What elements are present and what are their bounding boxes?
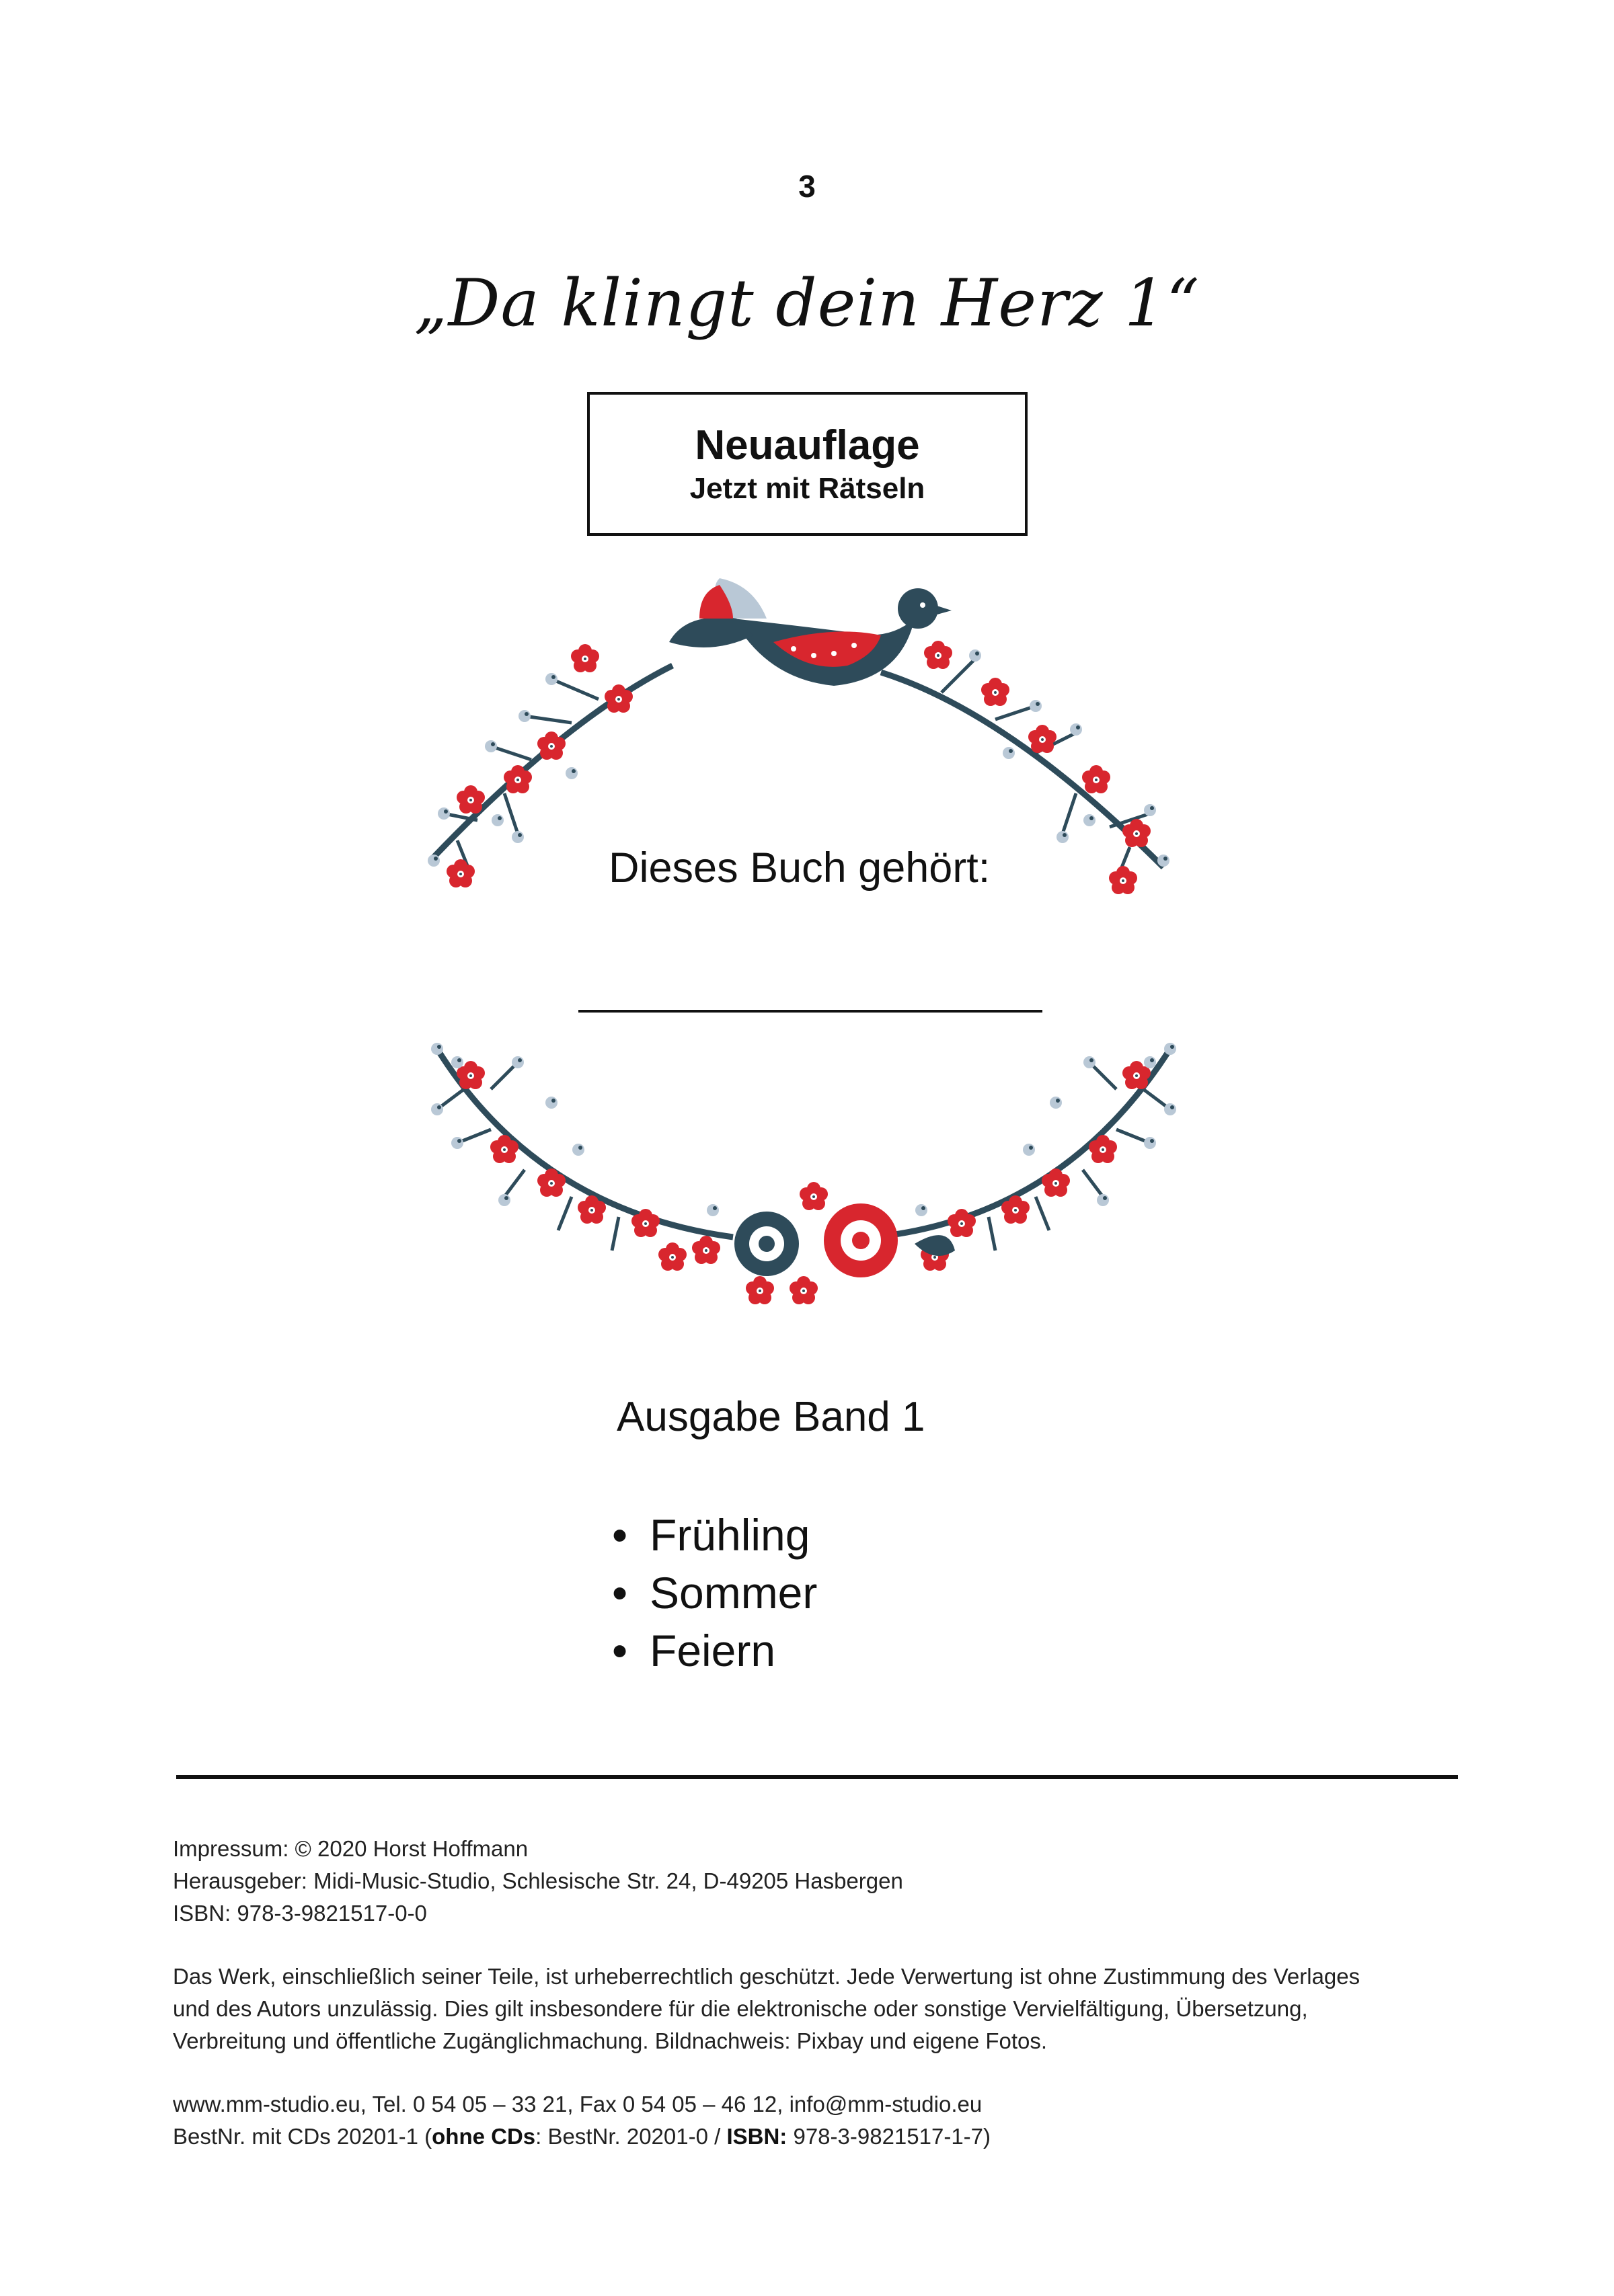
order-text: : BestNr. 20201-0 / (535, 2124, 727, 2149)
edition-sub-label: Jetzt mit Rätseln (689, 472, 925, 505)
bird-icon (669, 578, 952, 686)
lower-left-branch (431, 1043, 733, 1271)
topic-list (612, 1506, 817, 1679)
contact-line: www.mm-studio.eu, Tel. 0 54 05 – 33 21, Fax 0 54 05 – 46 12, info@mm-studio.eu (173, 2092, 983, 2116)
bullet: • (612, 1568, 628, 1618)
edition-box (587, 392, 1028, 536)
floral-wreath-illustration (417, 578, 1190, 1351)
imprint-block (173, 1833, 903, 1930)
footer-divider (176, 1775, 1458, 1779)
edition-main-label: Neuauflage (695, 422, 920, 469)
bullet: • (612, 1626, 628, 1675)
list-item (612, 1622, 817, 1679)
lower-right-branch (874, 1043, 1176, 1271)
order-number-line (173, 2121, 991, 2153)
isbn-label: ISBN: (726, 2124, 787, 2149)
topic-label: Frühling (650, 1510, 810, 1560)
copyright-line: und des Autors unzulässig. Dies gilt insbesondere für die elektronische oder sonstige Vervielfältigung, Übersetzung, (173, 1996, 1308, 2021)
copyright-line: Verbreitung und öffentliche Zugänglichmachung. Bildnachweis: Pixbay und eigene Fotos. (173, 2028, 1048, 2053)
copyright-line: Das Werk, einschließlich seiner Teile, ist urheberrechtlich geschützt. Jede Verwertung ist ohne Zustimmung des Verlages (173, 1964, 1360, 1989)
list-item (612, 1564, 817, 1622)
issue-heading: Ausgabe Band 1 (617, 1394, 925, 1440)
list-item (612, 1506, 817, 1564)
owner-name-line[interactable] (578, 1010, 1042, 1013)
imprint-line: ISBN: 978-3-9821517-0-0 (173, 1901, 427, 1926)
book-title: „Da klingt dein Herz 1“ (414, 266, 1200, 341)
imprint-line: Herausgeber: Midi-Music-Studio, Schlesische Str. 24, D-49205 Hasbergen (173, 1868, 903, 1893)
page-number: 3 (798, 169, 816, 204)
topic-label: Feiern (650, 1626, 776, 1675)
owner-label: Dieses Buch gehört: (609, 844, 991, 892)
central-flowers (692, 1182, 955, 1304)
order-text: BestNr. mit CDs 20201-1 ( (173, 2124, 432, 2149)
isbn-value: 978-3-9821517-1-7) (787, 2124, 991, 2149)
order-text-bold: ohne CDs (432, 2124, 536, 2149)
contact-block (173, 2088, 991, 2153)
imprint-line: Impressum: © 2020 Horst Hoffmann (173, 1836, 529, 1861)
bullet: • (612, 1510, 628, 1560)
copyright-notice (173, 1961, 1360, 2057)
topic-label: Sommer (650, 1568, 818, 1618)
